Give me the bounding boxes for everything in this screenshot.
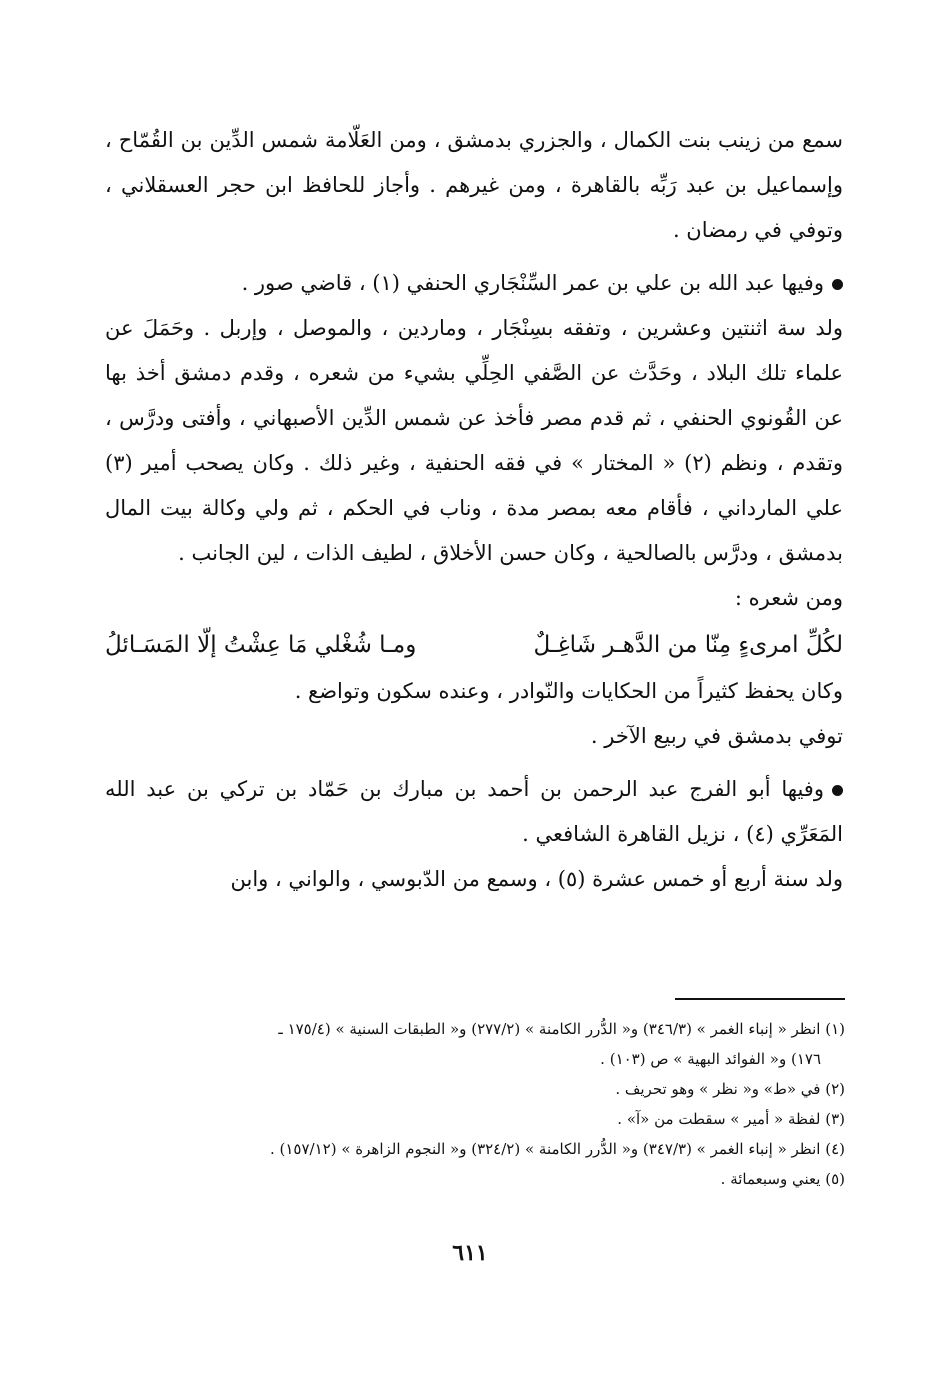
paragraph-memorization: وكان يحفظ كثيراً من الحكايات والنّوادر ، وعنده سكون وتواضع . <box>294 679 843 703</box>
page-number: ٦١١ <box>452 1240 488 1266</box>
entry-abu-al-faraj <box>105 767 843 857</box>
poem-intro: ومن شعره : <box>734 586 843 610</box>
footnote-3: (٣) لفظة « أمير » سقطت من «آ» . <box>617 1110 845 1128</box>
footnote-1-continued: ١٧٦) و« الفوائد البهية » ص (١٠٣) . <box>600 1050 821 1068</box>
footnote-5: (٥) يعني وسبعمائة . <box>720 1170 845 1188</box>
footnote-divider <box>675 998 845 1000</box>
paragraph-death: توفي بدمشق في ربيع الآخر . <box>590 724 843 748</box>
bullet-icon <box>832 279 843 290</box>
poem-verse <box>105 621 843 669</box>
footnote-1: (١) انظر « إنباء الغمر » (٣٤٦/٣) و« الدُّرر الكامنة » (٢٧٧/٢) و« الطبقات السنية » (١٧٥/٤ ـ <box>278 1020 845 1038</box>
paragraph-birth: ولد سنة أربع أو خمس عشرة (٥) ، وسمع من الدّبوسي ، والواني ، وابن <box>230 867 843 891</box>
entry-heading-text: وفيها أبو الفرج عبد الرحمن بن أحمد بن مبارك بن حَمّاد بن تركي بن عبد الله المَعَرِّي (٤) ، نزيل القاهرة الشافعي . <box>105 777 843 846</box>
paragraph-sinjari-biography: ولد سة اثنتين وعشرين ، وتفقه بسِنْجَار ، وماردين ، والموصل ، وإربل . وحَمَلَ عن علماء تلك البلاد ، وحَدَّث عن الصَّفي الحِلِّي بشيء من شعره ، وقدم دمشق أخذ بها عن القُونوي الحنفي ، ثم قدم مصر فأخذ عن شمس الدِّين الأصبهاني ، وأفتى ودرَّس ، وتقدم ، ونظم (٢) « المختار » في فقه الحنفية ، وغير ذلك . وكان يصحب أمير (٣) علي المارداني ، فأقام معه بمصر مدة ، وناب في الحكم ، ثم ولي وكالة بيت المال بدمشق ، ودرَّس بالصالحية ، وكان حسن الأخلاق ، لطيف الذات ، لين الجانب . <box>105 316 843 565</box>
poem-first-hemistich: لكُلِّ امرىءٍ مِنّا من الدَّهـر شَاغِـلٌ <box>533 632 843 658</box>
bullet-icon <box>832 785 843 796</box>
entry-heading-text: وفيها عبد الله بن علي بن عمر السِّنْجَاري الحنفي (١) ، قاضي صور . <box>241 271 824 295</box>
entry-abdullah-sinjari <box>105 261 843 306</box>
footnote-2: (٢) في «ط» و« نظر » وهو تحريف . <box>615 1080 845 1098</box>
poem-second-hemistich: ومـا شُغْلي مَا عِشْتُ إلّا المَسَـائلُ <box>105 632 417 658</box>
footnote-4: (٤) انظر « إنباء الغمر » (٣٤٧/٣) و« الدُّرر الكامنة » (٣٢٤/٢) و« النجوم الزاهرة » (١٥٧/١٢) . <box>269 1140 845 1158</box>
footnotes-block <box>105 1014 845 1194</box>
paragraph-biography-continued: سمع من زينب بنت الكمال ، والجزري بدمشق ، ومن العَلّامة شمس الدِّين بن القُمّاح ، وإسماعيل بن عبد رَبِّه بالقاهرة ، ومن غيرهم . وأجاز للحافظ ابن حجر العسقلاني ، وتوفي في رمضان . <box>105 128 843 242</box>
main-text-block <box>105 118 843 902</box>
